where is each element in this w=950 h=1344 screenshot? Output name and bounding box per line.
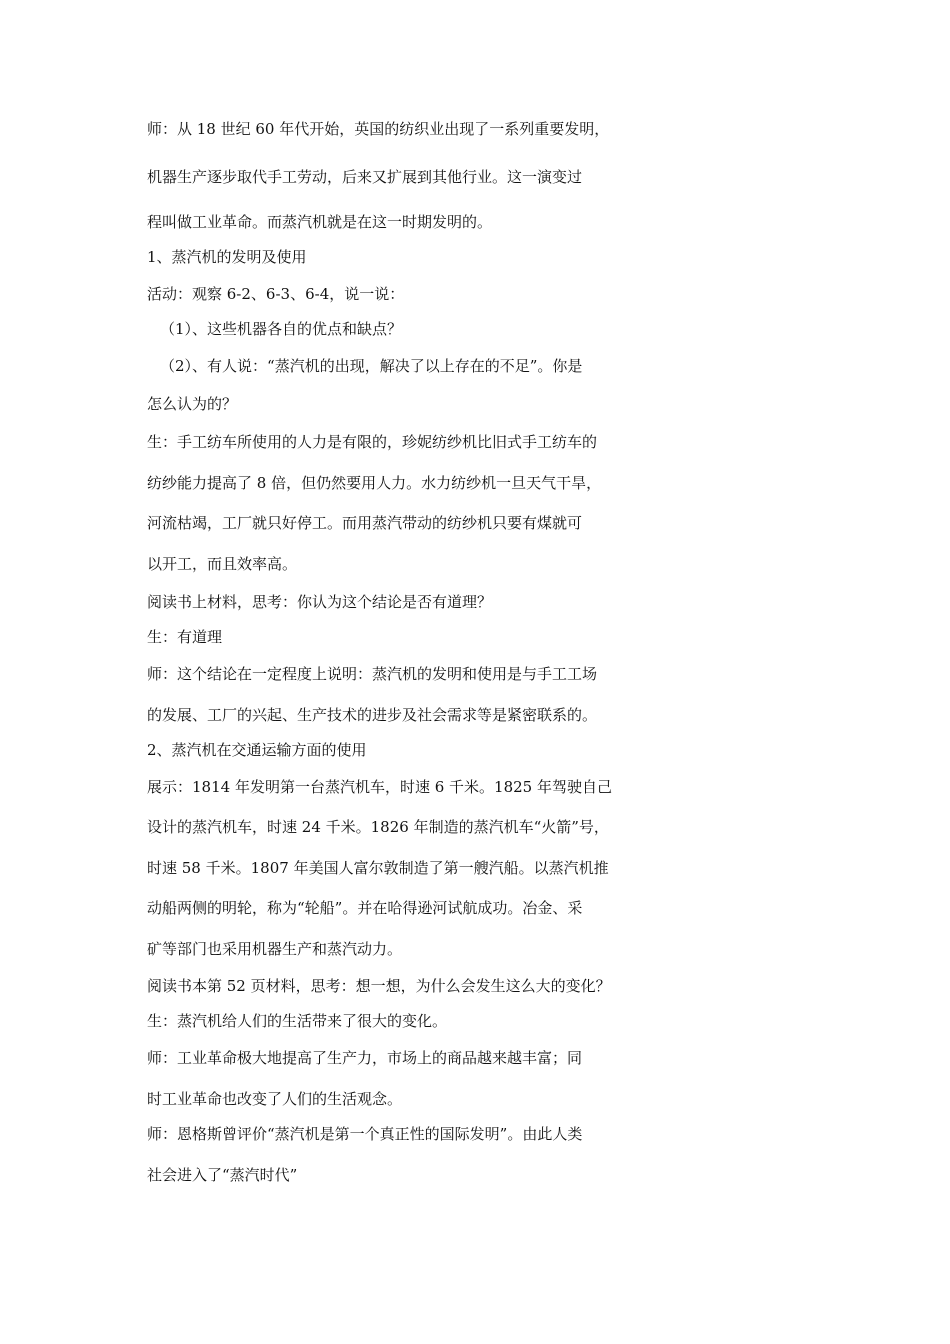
text-line: 师：这个结论在一定程度上说明：蒸汽机的发明和使用是与手工工场 — [147, 665, 598, 683]
section-heading: 1、蒸汽机的发明及使用 — [147, 248, 307, 266]
question-item: （2）、有人说：“蒸汽机的出现，解决了以上存在的不足”。你是 — [160, 357, 583, 375]
text-line: 师：恩格斯曾评价“蒸汽机是第一个真正性的国际发明”。由此人类 — [147, 1125, 583, 1143]
text-line: 怎么认为的？ — [147, 395, 238, 413]
text-line: 动船两侧的明轮，称为“轮船”。并在哈得逊河试航成功。冶金、采 — [147, 899, 583, 917]
text-line: 机器生产逐步取代手工劳动，后来又扩展到其他行业。这一演变过 — [147, 168, 583, 186]
text-line: 社会进入了“蒸汽时代” — [147, 1166, 298, 1184]
text-line: 设计的蒸汽机车，时速 24 千米。1826 年制造的蒸汽机车“火箭”号， — [147, 818, 609, 836]
text-line: 师：从 18 世纪 60 年代开始，英国的纺织业出现了一系列重要发明， — [147, 120, 610, 138]
question-item: （1）、这些机器各自的优点和缺点？ — [160, 320, 403, 338]
text-line: 阅读书上材料，思考：你认为这个结论是否有道理？ — [147, 593, 493, 611]
text-line: 生：手工纺车所使用的人力是有限的，珍妮纺纱机比旧式手工纺车的 — [147, 433, 598, 451]
text-line: 河流枯竭，工厂就只好停工。而用蒸汽带动的纺纱机只要有煤就可 — [147, 514, 583, 532]
text-line: 以开工，而且效率高。 — [147, 555, 298, 573]
text-line: 生：蒸汽机给人们的生活带来了很大的变化。 — [147, 1012, 448, 1030]
text-line: 纺纱能力提高了 8 倍，但仍然要用人力。水力纺纱机一旦天气干旱， — [147, 474, 602, 492]
text-line: 生：有道理 — [147, 628, 223, 646]
text-line: 时工业革命也改变了人们的生活观念。 — [147, 1090, 403, 1108]
text-line: 程叫做工业革命。而蒸汽机就是在这一时期发明的。 — [147, 213, 493, 231]
section-heading: 2、蒸汽机在交通运输方面的使用 — [147, 741, 367, 759]
text-line: 展示：1814 年发明第一台蒸汽机车，时速 6 千米。1825 年驾驶自己 — [147, 778, 612, 796]
text-line: 阅读书本第 52 页材料，思考：想一想，为什么会发生这么大的变化？ — [147, 977, 611, 995]
text-line: 活动：观察 6-2、6-3、6-4，说一说： — [147, 285, 405, 303]
text-line: 师：工业革命极大地提高了生产力，市场上的商品越来越丰富；同 — [147, 1049, 583, 1067]
text-line: 时速 58 千米。1807 年美国人富尔敦制造了第一艘汽船。以蒸汽机推 — [147, 859, 609, 877]
text-line: 矿等部门也采用机器生产和蒸汽动力。 — [147, 940, 403, 958]
text-line: 的发展、工厂的兴起、生产技术的进步及社会需求等是紧密联系的。 — [147, 706, 598, 724]
